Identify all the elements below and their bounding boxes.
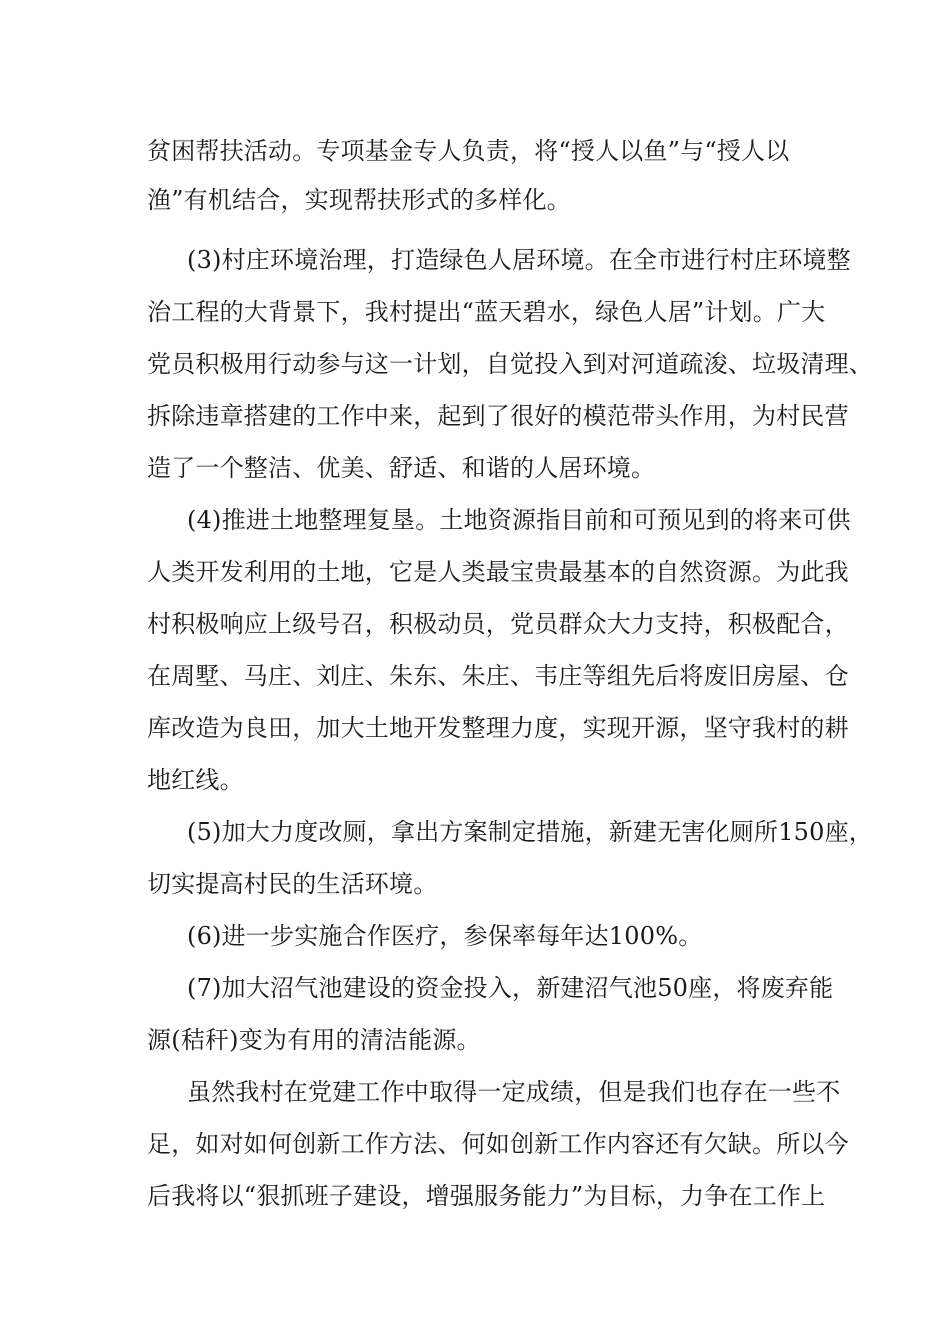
text-line: 党员积极用行动参与这一计划，自觉投入到对河道疏浚、垃圾清理、 bbox=[147, 350, 873, 378]
text-line: 人类开发利用的土地，它是人类最宝贵最基本的自然资源。为此我 bbox=[147, 558, 849, 586]
paragraph-item-3: (3)村庄环境治理，打造绿色人居环境。在全市进行村庄环境整 bbox=[187, 246, 851, 274]
paragraph-conclusion: 虽然我村在党建工作中取得一定成绩，但是我们也存在一些不 bbox=[187, 1078, 841, 1106]
text-line: 拆除违章搭建的工作中来，起到了很好的模范带头作用，为村民营 bbox=[147, 402, 849, 430]
text-line: 村积极响应上级号召，积极动员，党员群众大力支持，积极配合， bbox=[147, 610, 849, 638]
text-line: 治工程的大背景下，我村提出“蓝天碧水，绿色人居”计划。广大 bbox=[147, 298, 826, 326]
text-line: 库改造为良田，加大土地开发整理力度，实现开源，坚守我村的耕 bbox=[147, 714, 849, 742]
paragraph-item-6: (6)进一步实施合作医疗，参保率每年达100%。 bbox=[187, 922, 703, 950]
text-line: 足，如对如何创新工作方法、何如创新工作内容还有欠缺。所以今 bbox=[147, 1130, 849, 1158]
text-line: 在周墅、马庄、刘庄、朱东、朱庄、韦庄等组先后将废旧房屋、仓 bbox=[147, 662, 849, 690]
paragraph-item-7: (7)加大沼气池建设的资金投入，新建沼气池50座，将废弃能 bbox=[187, 974, 834, 1002]
text-line: 切实提高村民的生活环境。 bbox=[147, 870, 438, 898]
text-line: 贫困帮扶活动。专项基金专人负责，将“授人以鱼”与“授人以 bbox=[147, 137, 790, 165]
text-line: 造了一个整洁、优美、舒适、和谐的人居环境。 bbox=[147, 454, 656, 482]
text-line: 后我将以“狠抓班子建设，增强服务能力”为目标，力争在工作上 bbox=[147, 1182, 826, 1210]
paragraph-item-4: (4)推进土地整理复垦。土地资源指目前和可预见到的将来可供 bbox=[187, 506, 851, 534]
text-line: 渔”有机结合，实现帮扶形式的多样化。 bbox=[147, 186, 571, 214]
paragraph-item-5: (5)加大力度改厕，拿出方案制定措施，新建无害化厕所150座， bbox=[187, 818, 874, 846]
text-line: 地红线。 bbox=[147, 766, 244, 794]
text-line: 源(秸秆)变为有用的清洁能源。 bbox=[147, 1026, 481, 1054]
